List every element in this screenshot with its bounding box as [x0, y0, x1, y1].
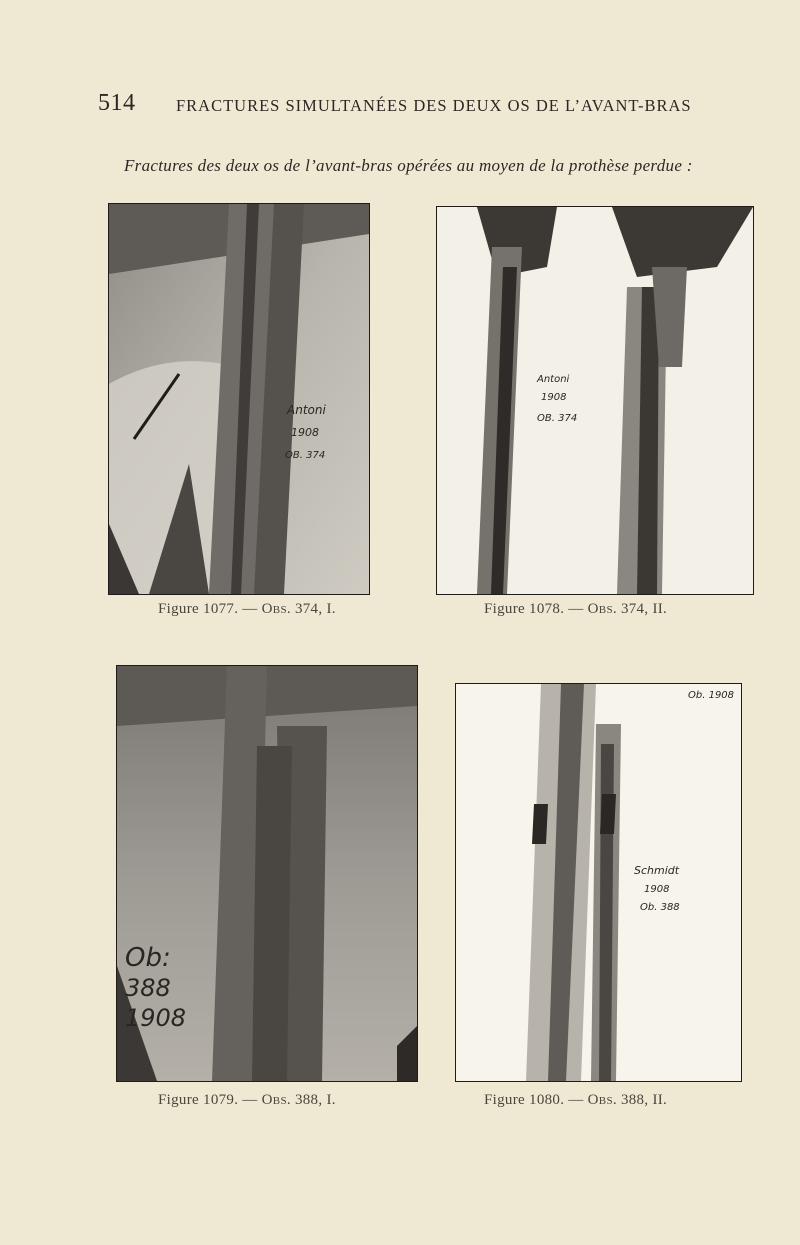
figure-caption-1079: Figure 1079. — Obs. 388, I.: [158, 1092, 336, 1108]
figure-caption-1080: Figure 1080. — Obs. 388, II.: [484, 1092, 668, 1108]
xray-label-name: Schmidt: [634, 864, 680, 877]
xray-label-year: 1908: [541, 392, 567, 403]
page-number: 514: [98, 90, 136, 116]
xray-figure-1077: [108, 203, 370, 595]
xray-label-obs: OB. 374: [285, 450, 326, 461]
xray-figure-1080: [455, 683, 742, 1082]
xray-label-obs: Ob. 388: [640, 902, 680, 913]
running-title: FRACTURES SIMULTANÉES DES DEUX OS DE L’AVANT-BRAS: [176, 96, 692, 115]
xray-figure-1079: [116, 665, 418, 1082]
xray-label-number: 388: [125, 974, 171, 1002]
figure-caption-1078: Figure 1078. — Obs. 374, II.: [484, 601, 668, 617]
xray-label-name: Antoni: [537, 374, 570, 385]
xray-label-name: Antoni: [287, 403, 326, 417]
figure-caption-1077: Figure 1077. — Obs. 374, I.: [158, 601, 336, 617]
xray-label-obs: OB. 374: [537, 413, 578, 424]
xray-label-year: 1908: [125, 1004, 187, 1032]
xray-label-year: 1908: [291, 426, 319, 439]
xray-label-obs: Ob:: [125, 943, 171, 973]
xray-figure-1078: [436, 206, 754, 595]
xray-label-corner: Ob. 1908: [688, 690, 735, 701]
xray-label-year: 1908: [644, 884, 670, 895]
intro-caption: Fractures des deux os de l’avant-bras opérées au moyen de la prothèse perdue :: [124, 156, 693, 175]
